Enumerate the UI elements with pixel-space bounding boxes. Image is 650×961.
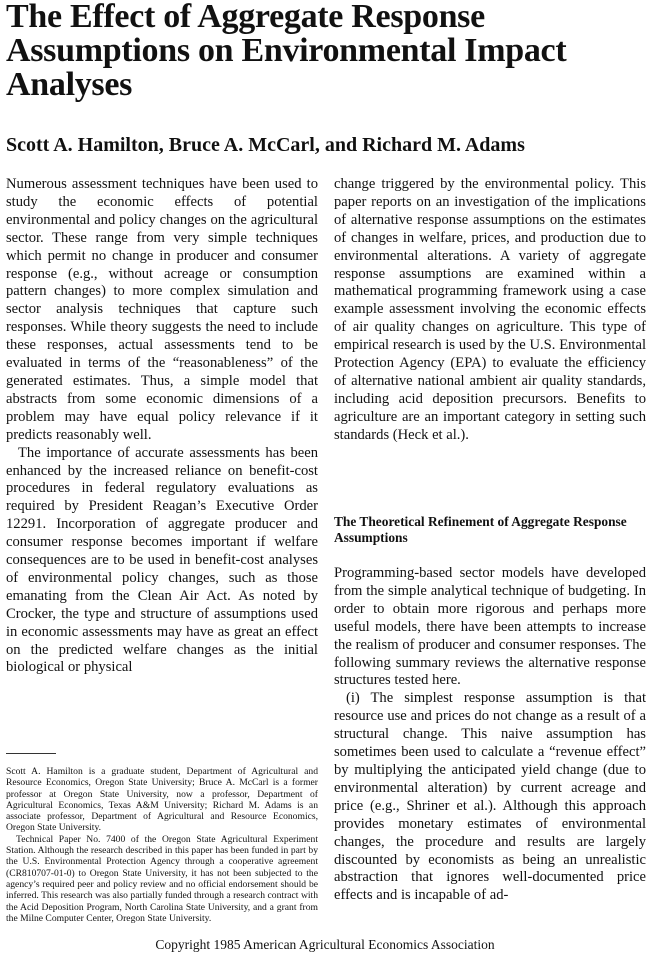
copyright-line: Copyright 1985 American Agricultural Economics Association [155, 937, 495, 952]
article-title: The Effect of Aggregate Response Assumptions on Environmental Impact Analyses [6, 0, 567, 103]
importance-paragraph: The importance of accurate assessments has been enhanced by the increased reliance on benefit-cost procedures in federal regulatory evaluations as required by President Reagan’s Executive Order 12291. Incorporation of aggregate producer and consumer response becomes important if welfare consequences are to be used in benefit-cost analyses of environmental policy changes, such as those emanating from the Clean Air Act. As noted by Crocker, the type and structure of assumptions used in economic assessments may have as great an effect on the predicted welfare changes as the initial biological or physical [6, 444, 318, 676]
programming-models-paragraph: Programming-based sector models have developed from the simple analytical technique of budgeting. In order to obtain more rigorous and perhaps more useful models, there have been attempts to increase the realism of producer and consumer responses. The following summary reviews the alternative response structures tested here. [334, 565, 646, 689]
author-affiliation-footnote: Scott A. Hamilton is a graduate student, Department of Agricultural and Resource Economics, Oregon State University; Bruce A. McCarl is a former professor at Oregon State University, now a professor, Department of Agricultural Economics, Texas A&M University; Richard M. Adams is an associate professor, Department of Agricultural and Resource Economics, Oregon State University. [6, 766, 318, 834]
section-heading: The Theoretical Refinement of Aggregate Response Assumptions [334, 514, 627, 545]
author-list: Scott A. Hamilton, Bruce A. McCarl, and Richard M. Adams [6, 134, 525, 156]
right-column-section [334, 565, 646, 905]
intro-paragraph: Numerous assessment techniques have been used to study the economic effects of potential environmental and policy changes on the agricultural sector. These range from very simple techniques which permit no change in producer and consumer response (e.g., without acreage or consumption pattern changes) to more complex simulation and sector analysis techniques that capture such responses. While theory suggests the need to include these responses, actual assessments tend to be evaluated in terms of the “reasonableness” of the generated estimates. Thus, a simple model that abstracts from some economic dimensions of a problem may have equal policy relevance if it predicts reasonably well. [6, 176, 318, 443]
left-column [6, 176, 318, 677]
right-column [334, 176, 646, 445]
continuation-paragraph: change triggered by the environmental policy. This paper reports on an investigation of the implications of alternative response assumptions on the estimates of changes in welfare, prices, and production due to environmental alterations. A variety of aggregate response assumptions are examined within a mathematical programming framework using a case example assessment involving the economic effects of air quality changes on agriculture. This type of empirical research is used by the U.S. Environmental Protection Agency (EPA) to evaluate the efficiency of alternative national ambient air quality standards, including acid deposition precursors. Benefits to agriculture are an important category in setting such standards (Heck et al.). [334, 176, 646, 443]
footnote-divider [6, 753, 56, 754]
footnotes [6, 766, 318, 924]
simplest-assumption-paragraph: (i) The simplest response assumption is that resource use and prices do not change as a result of a structural change. This naive assumption has sometimes been used to calculate a “revenue effect” by multiplying the anticipated yield change (due to environmental alteration) by current acreage and price (e.g., Shriner et al.). Although this approach provides monetary estimates of environmental changes, the procedure and results are largely discounted by economists as being an unrealistic abstraction that ignores well-documented price effects and is incapable of ad- [334, 690, 646, 904]
technical-paper-footnote: Technical Paper No. 7400 of the Oregon State Agricultural Experiment Station. Although the research described in this paper has been funded in part by the U.S. Environmental Protection Agency through a cooperative agreement (CR810707-01-0) to Oregon State University, it has not been subjected to the agency’s required peer and policy review and no official endorsement should be inferred. This research was also partially funded through a research contract with the Acid Deposition Program, North Carolina State University, and a grant from the Milne Computer Center, Oregon State University. [6, 833, 318, 924]
